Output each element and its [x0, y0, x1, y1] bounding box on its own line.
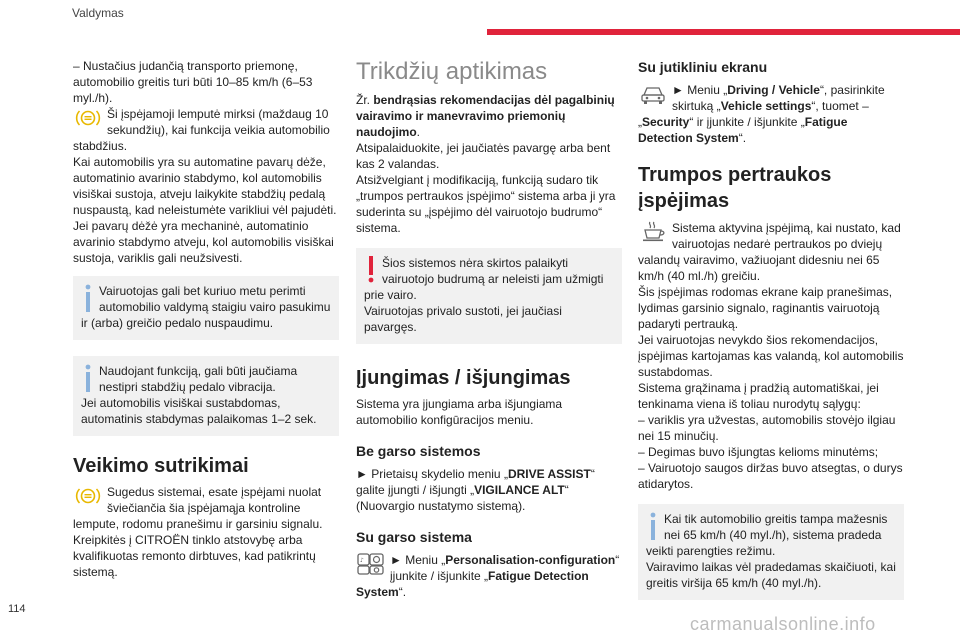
paragraph: Kai automobilis yra su automatine pavarų dėže, automatinio avarinio stabdymo, kol automobilis visiškai sustoja, atveju laikykite stabdžių pedalą nuspaustą, kad neleistumėte varikliui vėl pajudėti.	[73, 155, 337, 217]
info-text: Jei automobilis visiškai sustabdomas, automatinis stabdymas palaikomas 1–2 sek.	[81, 396, 317, 426]
icon-paragraph-text	[638, 83, 885, 145]
text: “ (Nuovargio nustatymo sistemą).	[356, 483, 569, 513]
section-heading: Trumpos pertraukos įspėjimas	[638, 164, 832, 212]
paragraph: Jei vairuotojas nevykdo šios rekomendacijos, įspėjimas kartojamas kas valandą, kol automobilis sustabdomas.	[638, 333, 904, 379]
column-3	[638, 58, 904, 600]
info-text: Vairuotojas gali bet kuriuo metu perimti automobilio valdymą staigiu vairo pasukimu ir (arba) greičio pedalo nuspaudimu.	[81, 284, 331, 330]
column-2	[356, 58, 622, 600]
info-text: Vairavimo laikas vėl pradedamas skaičiuoti, kai greitis viršija 65 km/h (40 myl./h).	[646, 560, 896, 590]
bold-text: Vehicle settings	[720, 99, 812, 113]
text: “, pasirinkite skirtuką „	[672, 83, 885, 113]
paragraph: Jei pavarų dėžė yra mechaninė, automatinio avarinio stabdymo atveju, kol automobilis visiškai sustoja, variklis gali neužsivesti.	[73, 219, 334, 265]
subsection-heading: Su garso sistema	[356, 529, 472, 545]
paragraph: Atsipalaiduokite, jei jaučiatės pavargę arba bent kas 2 valandas.	[356, 141, 611, 171]
paragraph: Kreipkitės į CITROËN tinklo atstovybę arba kvalifikuotas remonto dirbtuves, kad patikrintų sistemą.	[73, 533, 316, 579]
text: ► Meniu „	[390, 553, 446, 567]
icon-paragraph-text	[356, 553, 619, 599]
text: .	[416, 125, 421, 139]
svg-text:♪: ♪	[360, 557, 364, 564]
icon-paragraph	[73, 106, 339, 154]
paragraph: Sistema grąžinama į pradžią automatiškai, jei tenkinama viena iš toliau nurodytų sąlygų:	[638, 381, 879, 411]
paragraph	[356, 92, 622, 140]
warning-exclamation-icon	[364, 255, 378, 285]
text: Žr.	[356, 93, 374, 107]
info-callout	[638, 504, 904, 600]
paragraph: Šis įspėjimas rodomas ekrane kaip pranešimas, lydimas garsinio signalo, raginantis vairuotoją padaryti pertrauką.	[638, 285, 893, 331]
paragraph: – variklis yra užvestas, automobilis stovėjo ilgiau nei 15 minučių.	[638, 413, 896, 443]
text: “, tuomet – „	[638, 99, 869, 129]
info-callout	[73, 276, 339, 340]
icon-paragraph	[356, 552, 622, 600]
header-accent-bar	[487, 29, 960, 35]
paragraph: – Nustačius judančią transporto priemonę, automobilio greitis turi būti 10–85 km/h (6–53 myl./h).	[73, 59, 313, 105]
audio-system-icon	[356, 552, 386, 576]
icon-paragraph-text: Sugedus sistemai, esate įspėjami nuolat šviečiančia šia įspėjamąja kontroline lempute, rodomu pranešimu ir garsiniu signalu.	[73, 485, 323, 531]
icon-paragraph-text: Sistema aktyvina įspėjimą, kai nustato, kad vairuotojas nedarė pertraukos po dviejų valandų vairavimo, važiuojant didesniu nei 65 km/h (40 ml./h) greičiu.	[638, 221, 901, 283]
info-text: Kai tik automobilio greitis tampa mažesnis nei 65 km/h (40 myl./h), sistema pradeda veikti parengties režimu.	[646, 512, 888, 558]
text: ► Meniu „	[672, 83, 728, 97]
coffee-cup-icon	[638, 220, 668, 244]
bold-text: bendrąsias rekomendacijas dėl pagalbinių vairavimo ir manevravimo priemonių naudojimo	[356, 93, 615, 139]
touchscreen-car-icon	[638, 82, 668, 106]
page-header-title: Valdymas	[72, 6, 124, 20]
section-heading: Veikimo sutrikimai	[73, 455, 249, 477]
icon-paragraph	[638, 82, 904, 146]
warning-text: Vairuotojas privalo sustoti, jei jaučiasi pavargęs.	[364, 304, 562, 334]
info-callout	[73, 356, 339, 436]
bold-text: Fatigue Detection System	[356, 569, 589, 599]
subsection-heading: Be garso sistemos	[356, 443, 481, 459]
text: “ ir įjunkite / išjunkite „	[689, 115, 805, 129]
warning-callout	[356, 248, 622, 344]
bold-text: Fatigue Detection System	[638, 115, 848, 145]
paragraph: – Degimas buvo išjungtas kelioms minutėms;	[638, 445, 879, 459]
paragraph	[356, 466, 622, 514]
watermark: carmanualsonline.info	[690, 614, 876, 634]
info-icon	[81, 283, 95, 313]
emergency-brake-warning-icon	[73, 484, 103, 508]
column-1	[73, 58, 339, 580]
icon-paragraph	[73, 484, 339, 532]
bold-text: Security	[642, 115, 690, 129]
text: “.	[398, 585, 407, 599]
paragraph: – Vairuotojo saugos diržas buvo atsegtas, o durys atidarytos.	[638, 461, 903, 491]
warning-text: Šios sistemos nėra skirtos palaikyti vairuotojo budrumą ar neleisti jam užmigti prie vairo.	[364, 256, 604, 302]
info-text: Naudojant funkciją, gali būti jaučiama nestipri stabdžių pedalo vibracija.	[99, 364, 298, 394]
text: “.	[738, 131, 747, 145]
page-number: 114	[8, 603, 26, 615]
bold-text: VIGILANCE ALT	[474, 483, 565, 497]
bold-text: Driving / Vehicle	[727, 83, 820, 97]
subsection-heading: Su jutikliniu ekranu	[638, 59, 768, 75]
text: ► Prietaisų skydelio meniu „	[356, 467, 508, 481]
info-icon	[646, 511, 660, 541]
text: “ įjunkite / išjunkite „	[390, 553, 620, 583]
section-heading: Įjungimas / išjungimas	[356, 367, 571, 389]
icon-paragraph-text: Ši įspėjamoji lemputė mirksi (maždaug 10 sekundžių), kai funkcija veikia automobilio stabdžius.	[73, 107, 330, 153]
paragraph: Atsižvelgiant į modifikaciją, funkciją sudaro tik „trumpos pertraukos įspėjimo“ sistema arba ji yra suderinta su „įspėjimo dėl vairuotojo budrumo“ sistema.	[356, 173, 616, 235]
emergency-brake-warning-icon	[73, 106, 103, 130]
section-title: Trikdžių aptikimas	[356, 58, 548, 85]
bold-text: DRIVE ASSIST	[507, 467, 591, 481]
text: “ galite įjungti / išjungti „	[356, 467, 595, 497]
bold-text: Personalisation-configuration	[445, 553, 616, 567]
paragraph: Sistema yra įjungiama arba išjungiama automobilio konfigūracijos meniu.	[356, 397, 563, 427]
info-icon	[81, 363, 95, 393]
icon-paragraph	[638, 220, 904, 284]
